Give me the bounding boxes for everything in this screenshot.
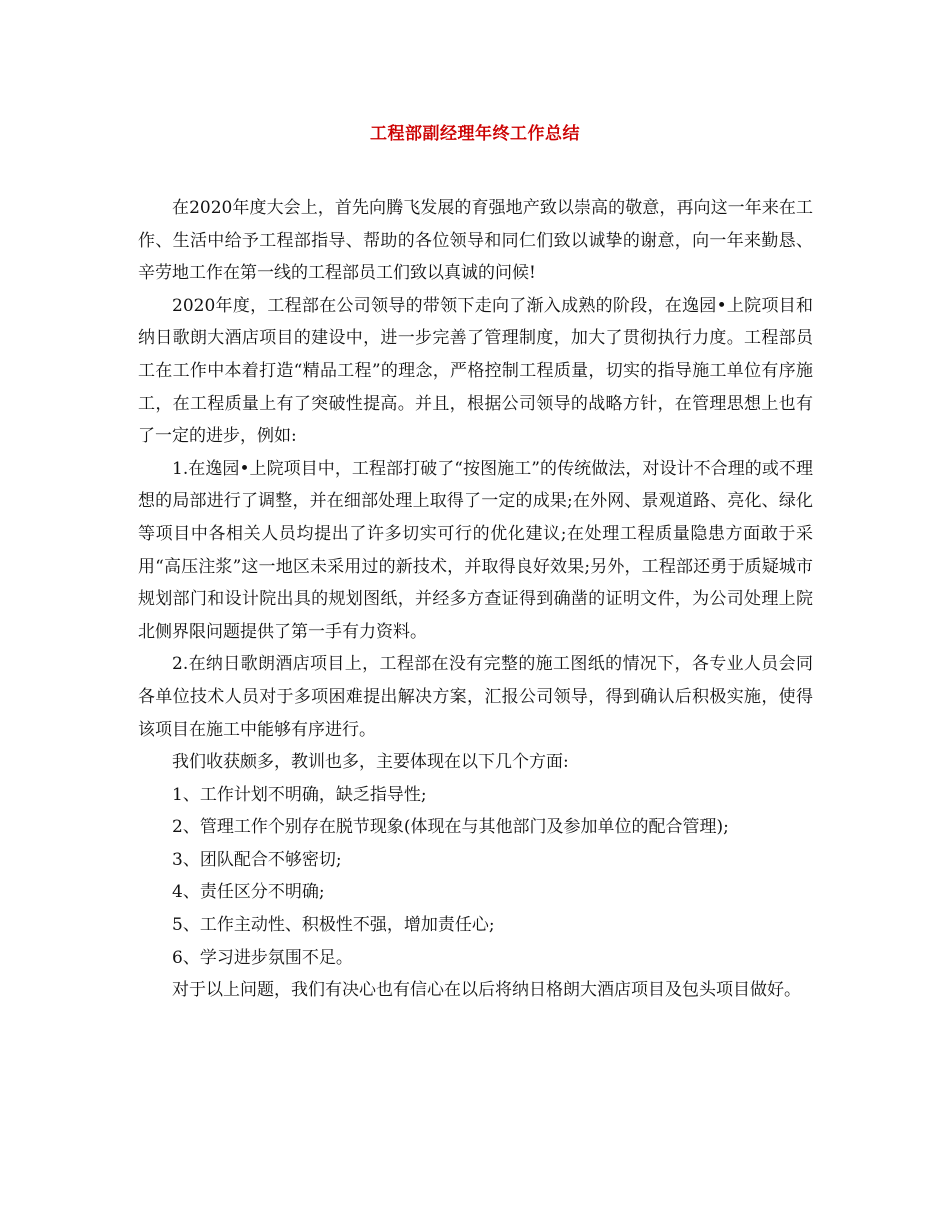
list-item-lesson-2: 2、管理工作个别存在脱节现象(体现在与其他部门及参加单位的配合管理);	[172, 817, 729, 838]
paragraph-item-2: 2.在纳日歌朗酒店项目上，工程部在没有完整的施工图纸的情况下，各专业人员会同各单位技术人员对于多项困难提出解决方案，汇报公司领导，得到确认后积极实施，使得该项目在施工中能够有序进行。	[138, 654, 813, 740]
paragraph-closing: 对于以上问题，我们有决心也有信心在以后将纳日格朗大酒店项目及包头项目做好。	[172, 980, 801, 1001]
list-item-lesson-4: 4、责任区分不明确;	[172, 882, 325, 903]
paragraph-lessons-intro: 我们收获颇多，教训也多，主要体现在以下几个方面:	[172, 752, 569, 773]
paragraph-opening: 在2020年度大会上，首先向腾飞发展的育强地产致以崇高的敬意，再向这一年来在工作、生活中给予工程部指导、帮助的各位领导和同仁们致以诚挚的谢意，向一年来勤恳、辛劳地工作在第一线的工程部员工们致以真诚的问候!	[138, 198, 813, 284]
list-item-lesson-3: 3、团队配合不够密切;	[172, 849, 342, 870]
paragraph-overview: 2020年度，工程部在公司领导的带领下走向了渐入成熟的阶段，在逸园•上院项目和纳日歌朗大酒店项目的建设中，进一步完善了管理制度，加大了贯彻执行力度。工程部员工在工作中本着打造“精品工程”的理念，严格控制工程质量，切实的指导施工单位有序施工，在工程质量上有了突破性提高。并且，根据公司领导的战略方针，在管理思想上也有了一定的进步，例如:	[138, 295, 813, 447]
document-title: 工程部副经理年终工作总结	[370, 124, 580, 144]
paragraph-item-1: 1.在逸园•上院项目中，工程部打破了“按图施工”的传统做法，对设计不合理的或不理想的局部进行了调整，并在细部处理上取得了一定的成果;在外网、景观道路、亮化、绿化等项目中各相关人员均提出了许多切实可行的优化建议;在处理工程质量隐患方面敢于采用“高压注浆”这一地区未采用过的新技术，并取得良好效果;另外，工程部还勇于质疑城市规划部门和设计院出具的规划图纸，并经多方查证得到确凿的证明文件，为公司处理上院北侧界限问题提供了第一手有力资料。	[138, 458, 813, 642]
list-item-lesson-1: 1、工作计划不明确，缺乏指导性;	[172, 784, 427, 805]
list-item-lesson-5: 5、工作主动性、积极性不强，增加责任心;	[172, 915, 495, 936]
document-body	[138, 192, 813, 1007]
list-item-lesson-6: 6、学习进步氛围不足。	[172, 947, 353, 968]
